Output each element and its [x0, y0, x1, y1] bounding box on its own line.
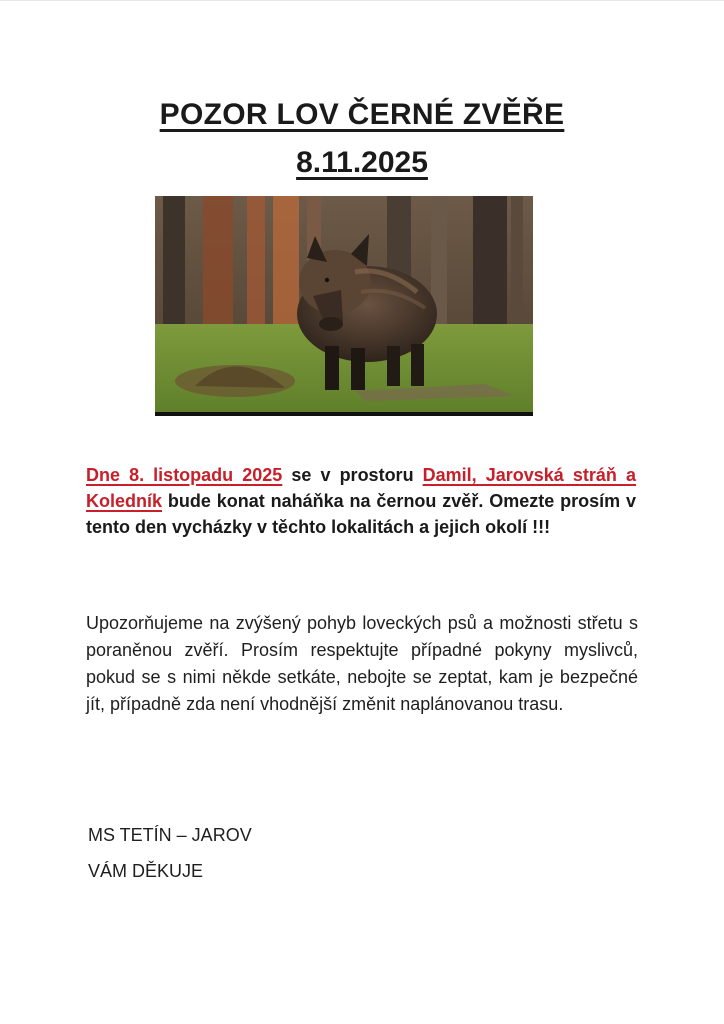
signature-thanks: VÁM DĚKUJE — [88, 861, 204, 881]
hunt-locations: Damil, Jarovská stráň a Koledník — [86, 465, 636, 511]
warning-paragraph: Upozorňujeme na zvýšený pohyb loveckých psů a možnosti střetu s poraněnou zvěří. Prosím respektujte případné pokyny myslivců, pokud se s nimi někde setkáte, nebojte se zeptat, kam je bezpečné jít, případně zda není vhodnější změnit naplánovanou trasu. — [86, 613, 638, 714]
notice-date: 8.11.2025 — [296, 146, 428, 179]
notice-text-2: bude konat naháňka na černou zvěř. Omezte prosím v tento den vycházky v těchto lokalitách a jejich okolí !!! — [86, 491, 636, 537]
hunt-date: Dne 8. listopadu 2025 — [86, 465, 283, 485]
wild-boar-photo — [155, 196, 533, 414]
photo-underline — [155, 412, 533, 416]
notice-text-1: se v prostoru — [282, 465, 423, 485]
hunt-notice-paragraph — [86, 462, 636, 540]
signature-club: MS TETÍN – JAROV — [88, 825, 252, 845]
notice-title: POZOR LOV ČERNÉ ZVĚŘE — [159, 98, 565, 131]
